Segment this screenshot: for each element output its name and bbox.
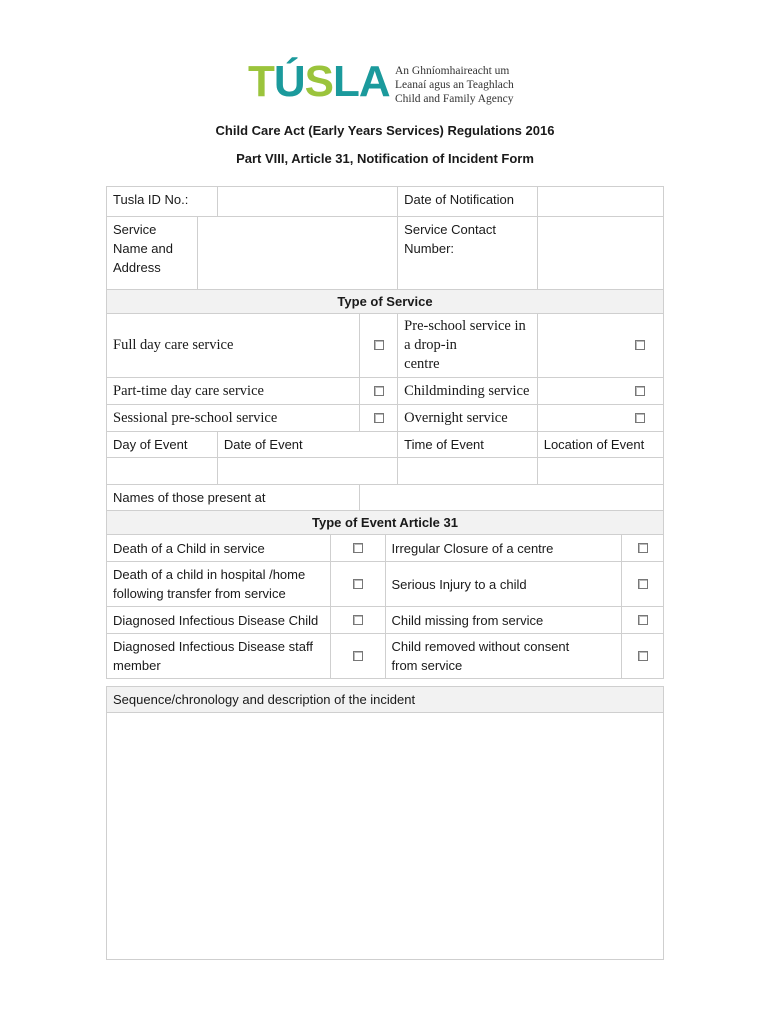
- child-removed-checkbox[interactable]: [622, 634, 664, 679]
- agency-line-2: Leanaí agus an Teaghlach: [395, 79, 514, 91]
- tusla-id-input[interactable]: [217, 187, 397, 217]
- part-time-label: Part-time day care service: [107, 378, 360, 405]
- infectious-staff-checkbox[interactable]: [330, 634, 385, 679]
- sequence-label: Sequence/chronology and description of the incident: [107, 687, 664, 713]
- checkbox-icon: [638, 543, 648, 553]
- type-of-service-header: Type of Service: [107, 290, 664, 314]
- checkbox-icon: [353, 615, 363, 625]
- agency-line-1: An Ghníomhaireacht um: [395, 65, 510, 77]
- tusla-logo: [248, 57, 390, 106]
- service-contact-label-2: Number:: [404, 241, 455, 256]
- service-contact-label: [398, 217, 538, 290]
- logo-letter-a: A: [358, 57, 390, 106]
- checkbox-icon: [635, 413, 645, 423]
- full-day-label: Full day care service: [107, 314, 360, 378]
- checkbox-icon: [374, 386, 384, 396]
- child-missing-label: Child missing from service: [385, 607, 622, 634]
- form-title: Child Care Act (Early Years Services) Regulations 2016: [215, 123, 555, 138]
- child-removed-label-1: Child removed without consent: [391, 639, 570, 654]
- checkbox-icon: [638, 615, 648, 625]
- childminding-label: Childminding service: [398, 378, 538, 405]
- time-of-event-label: Time of Event: [398, 432, 538, 458]
- full-day-checkbox[interactable]: [360, 314, 398, 378]
- service-name-label-3: Address: [113, 260, 161, 275]
- type-of-event-table: [106, 510, 664, 679]
- service-name-input[interactable]: [198, 217, 398, 290]
- names-present-label-1: Names of those present at: [113, 490, 266, 505]
- logo-letter-s: S: [304, 57, 334, 106]
- sequence-input[interactable]: [107, 713, 664, 960]
- form-subtitle: Part VIII, Article 31, Notification of Incident Form: [236, 151, 534, 166]
- death-hospital-label-1: Death of a child in hospital /home: [113, 567, 306, 582]
- death-in-service-checkbox[interactable]: [330, 535, 385, 562]
- day-of-event-label: Day of Event: [107, 432, 218, 458]
- date-notification-label: Date of Notification: [398, 187, 538, 217]
- date-of-event-input[interactable]: [217, 458, 397, 485]
- infectious-staff-label-1: Diagnosed Infectious Disease staff: [113, 639, 313, 654]
- checkbox-icon: [638, 651, 648, 661]
- service-name-label: [107, 217, 198, 290]
- serious-injury-label: Serious Injury to a child: [385, 562, 622, 607]
- logo-letter-u: Ú: [273, 57, 305, 106]
- infectious-staff-label-2: member: [113, 658, 161, 673]
- time-of-event-input[interactable]: [398, 458, 538, 485]
- preschool-dropin-checkbox[interactable]: [537, 314, 663, 378]
- date-notification-input[interactable]: [537, 187, 663, 217]
- logo-letter-l: L: [333, 57, 359, 106]
- part-time-checkbox[interactable]: [360, 378, 398, 405]
- sequence-table: [106, 686, 664, 960]
- irregular-closure-checkbox[interactable]: [622, 535, 664, 562]
- checkbox-icon: [635, 340, 645, 350]
- day-of-event-input[interactable]: [107, 458, 218, 485]
- preschool-dropin-label-1: Pre-school service in a drop-in: [404, 318, 526, 353]
- preschool-dropin-label: [398, 314, 538, 378]
- service-contact-label-1: Service Contact: [404, 222, 496, 237]
- child-missing-checkbox[interactable]: [622, 607, 664, 634]
- date-of-event-label: Date of Event: [217, 432, 397, 458]
- irregular-closure-label: Irregular Closure of a centre: [385, 535, 622, 562]
- child-removed-label-2: from service: [391, 658, 463, 673]
- checkbox-icon: [635, 386, 645, 396]
- checkbox-icon: [353, 543, 363, 553]
- overnight-label: Overnight service: [398, 405, 538, 432]
- checkbox-icon: [374, 340, 384, 350]
- location-of-event-label: Location of Event: [537, 432, 663, 458]
- preschool-dropin-label-2: centre: [404, 356, 440, 372]
- checkbox-icon: [374, 413, 384, 423]
- death-hospital-label-2: following transfer from service: [113, 586, 286, 601]
- logo-letter-t: T: [248, 57, 274, 106]
- service-name-label-2: Name and: [113, 241, 173, 256]
- location-of-event-input[interactable]: [537, 458, 663, 485]
- checkbox-icon: [353, 579, 363, 589]
- checkbox-icon: [638, 579, 648, 589]
- service-details-table: [106, 186, 664, 530]
- death-hospital-checkbox[interactable]: [330, 562, 385, 607]
- serious-injury-checkbox[interactable]: [622, 562, 664, 607]
- service-contact-input[interactable]: [537, 217, 663, 290]
- infectious-staff-label: [107, 634, 331, 679]
- agency-line-3: Child and Family Agency: [395, 93, 514, 105]
- sessional-label: Sessional pre-school service: [107, 405, 360, 432]
- tusla-id-label: Tusla ID No.:: [107, 187, 218, 217]
- infectious-child-label: Diagnosed Infectious Disease Child: [107, 607, 331, 634]
- service-name-label-1: Service: [113, 222, 157, 237]
- childminding-checkbox[interactable]: [537, 378, 663, 405]
- infectious-child-checkbox[interactable]: [330, 607, 385, 634]
- type-of-event-header: Type of Event Article 31: [107, 511, 664, 535]
- agency-name: [395, 64, 514, 106]
- child-removed-label: [385, 634, 622, 679]
- sessional-checkbox[interactable]: [360, 405, 398, 432]
- overnight-checkbox[interactable]: [537, 405, 663, 432]
- checkbox-icon: [353, 651, 363, 661]
- death-hospital-label: [107, 562, 331, 607]
- death-in-service-label: Death of a Child in service: [107, 535, 331, 562]
